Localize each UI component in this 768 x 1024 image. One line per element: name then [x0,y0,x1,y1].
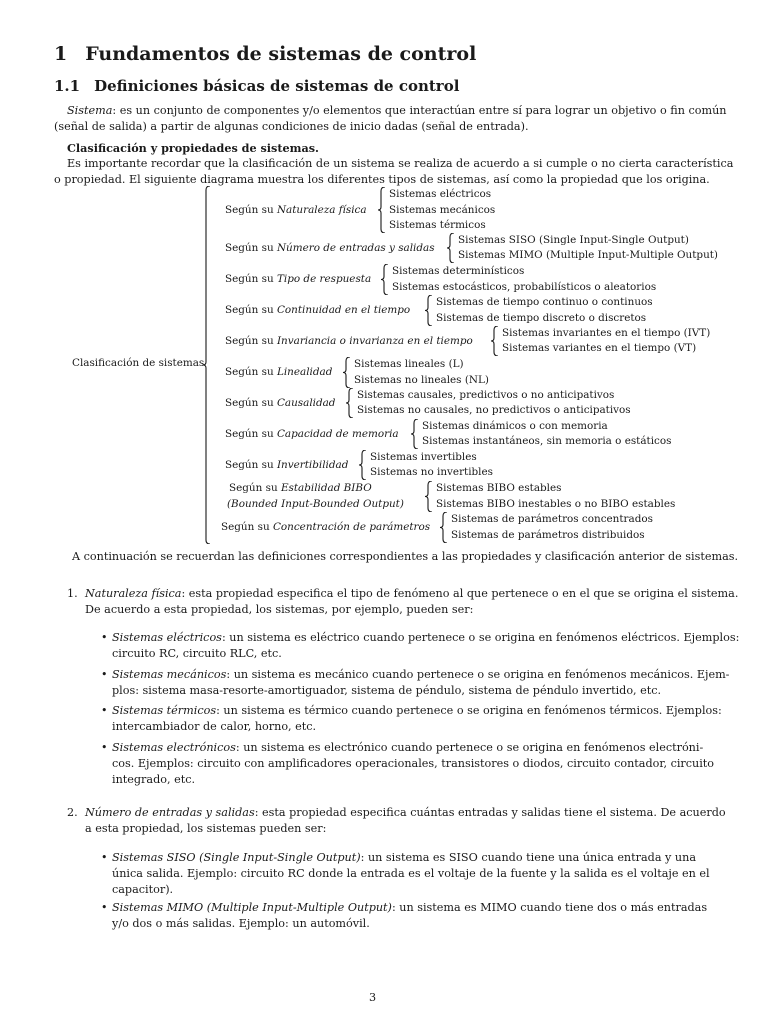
system-type: Sistemas térmicos [389,219,486,231]
system-type: Sistemas instantáneos, sin memoria o estáticos [422,435,672,447]
bullet-text: : un sistema es MIMO cuando tiene dos o más entradas [391,901,708,914]
bullet-line [112,882,173,898]
list-item-line [85,805,726,821]
page-number: 3 [369,991,377,1004]
section-number: 1 [54,43,68,65]
bullet-text: : un sistema es SISO cuando tiene una única entrada y una [360,851,696,864]
criterion-label [225,397,335,409]
criterion-name: Linealidad [276,366,333,378]
list-item-line [85,586,738,602]
group-brace [425,481,432,512]
criterion-prefix: Según su [225,428,274,440]
list-number: 1. [67,587,78,600]
system-type: Sistemas de tiempo continuo o continuos [436,296,653,308]
system-type: Sistemas invertibles [370,451,477,463]
bullet-text: integrado, etc. [112,773,196,786]
bullet-line [112,772,195,788]
criterion-prefix: Según su [225,366,274,378]
group-brace [440,512,447,543]
system-type: Sistemas de parámetros distribuidos [451,529,645,541]
criterion-name: Concentración de parámetros [272,521,431,533]
criterion-name-cont: (Bounded Input-Bounded Output) [227,498,404,510]
intro-text-1: : es un conjunto de componentes y/o elementos que interactúan entre sí para lograr un objetivo o fin común [112,104,727,117]
group-brace [359,450,366,480]
criterion-prefix: Según su [225,242,274,254]
main-brace [203,186,210,544]
intro-term: Sistema [67,104,113,117]
system-type: Sistemas BIBO estables [436,482,562,494]
system-type: Sistemas variantes en el tiempo (VT) [502,342,697,354]
bullet-icon: • [101,741,108,754]
criterion-label [225,304,410,316]
criterion-label [225,204,367,216]
system-type: Sistemas BIBO inestables o no BIBO estables [436,498,676,510]
criterion-prefix: Según su [225,204,274,216]
bullet-line [112,756,714,772]
criterion-label [229,482,372,494]
criterion-label [225,428,399,440]
criterion-name: Invariancia o invarianza en el tiempo [276,335,473,347]
bullet-text: y/o dos o más salidas. Ejemplo: un automóvil. [112,917,370,930]
system-type: Sistemas dinámicos o con memoria [422,420,608,432]
classification-heading: Clasificación y propiedades de sistemas. [67,141,319,155]
list-term: Naturaleza física [85,587,182,600]
system-type: Sistemas no causales, no predictivos o anticipativos [357,404,631,416]
criterion-name: Invertibilidad [276,459,349,471]
system-type: Sistemas de parámetros concentrados [451,513,653,525]
criterion-prefix: Según su [225,335,274,347]
bullet-line [112,866,710,882]
bullet-text: única salida. Ejemplo: circuito RC donde la entrada es el voltaje de la fuente y la salida es el voltaje en el [112,867,710,880]
bullet-term: Sistemas eléctricos [112,631,222,644]
bullet-term: Sistemas electrónicos [112,741,236,754]
list-number: 2. [67,806,78,819]
criterion-name: Causalidad [276,397,336,409]
bullet-line [112,630,739,646]
intro-line-2: (señal de salida) a partir de algunas condiciones de inicio dadas (señal de entrada). [54,120,529,133]
bullet-line [112,850,696,866]
criterion-label [221,521,430,533]
bullet-term: Sistemas MIMO (Multiple Input-Multiple Output) [112,901,392,914]
criterion-name: Estabilidad BIBO [280,482,372,494]
criterion-name: Continuidad en el tiempo [276,304,411,316]
group-brace [378,187,385,233]
system-type: Sistemas no lineales (NL) [354,374,489,386]
bullet-text: intercambiador de calor, horno, etc. [112,720,317,733]
system-type: Sistemas lineales (L) [354,358,464,370]
bullet-term: Sistemas térmicos [112,704,217,717]
criterion-name: Naturaleza física [276,204,367,216]
subsection-number: 1.1 [54,77,81,95]
bullet-line [112,900,707,916]
system-type: Sistemas determinísticos [392,265,525,277]
criterion-prefix: Según su [225,273,274,285]
system-type: Sistemas mecánicos [389,204,496,216]
criterion-name: Capacidad de memoria [276,428,399,440]
bullet-term: Sistemas SISO (Single Input-Single Output) [112,851,361,864]
system-type: Sistemas MIMO (Multiple Input-Multiple Output) [458,249,718,261]
criterion-label [225,242,435,254]
bullet-icon: • [101,631,108,644]
criterion-prefix: Según su [229,482,278,494]
list-text: : esta propiedad especifica cuántas entradas y salidas tiene el sistema. De acuerdo [254,806,726,819]
group-brace [381,264,388,295]
system-type: Sistemas no invertibles [370,466,493,478]
system-type: Sistemas causales, predictivos o no anticipativos [357,389,615,401]
criterion-label [225,335,473,347]
criterion-name: Tipo de respuesta [276,273,372,285]
criterion-label [225,459,348,471]
criterion-name: Número de entradas y salidas [276,242,435,254]
criterion-prefix: Según su [225,459,274,471]
list-term: Número de entradas y salidas [85,806,255,819]
criterion-prefix: Según su [225,304,274,316]
system-type: Sistemas SISO (Single Input-Single Output) [458,234,689,246]
criterion-prefix: Según su [221,521,270,533]
group-brace [411,419,418,449]
bullet-line [112,683,661,699]
bullet-text: : un sistema es mecánico cuando pertenece o se origina en fenómenos mecánicos. Ejem- [226,668,730,681]
bullet-icon: • [101,901,108,914]
group-brace [425,295,432,326]
subsection-title: Definiciones básicas de sistemas de control [94,77,460,95]
bullet-text: capacitor). [112,883,174,896]
bullet-icon: • [101,704,108,717]
criterion-label [225,366,332,378]
diagram-root-label: Clasificación de sistemas [72,357,205,369]
bullet-text: : un sistema es electrónico cuando pertenece o se origina en fenómenos electróni- [235,741,704,754]
bullet-line [112,740,703,756]
classification-line-2: o propiedad. El siguiente diagrama muestra los diferentes tipos de sistemas, así como la propiedad que los origina. [54,173,710,186]
bullet-icon: • [101,851,108,864]
bullet-term: Sistemas mecánicos [112,668,227,681]
bullet-text: cos. Ejemplos: circuito con amplificadores operacionales, transistores o diodos, circuito contador, circuito [112,757,715,770]
group-brace [343,357,350,388]
intro-line-1 [67,103,727,119]
system-type: Sistemas estocásticos, probabilísticos o aleatorios [392,281,657,293]
bullet-icon: • [101,668,108,681]
criterion-prefix: Según su [225,397,274,409]
bullet-line [112,916,370,932]
section-heading [54,43,476,65]
bullet-text: : un sistema es eléctrico cuando pertenece o se origina en fenómenos eléctricos. Ejemplos: [221,631,740,644]
criterion-label [225,273,371,285]
list-item-line: a esta propiedad, los sistemas pueden ser: [85,822,327,835]
bullet-line [112,719,316,735]
bullet-line [112,667,729,683]
bullet-text: circuito RC, circuito RLC, etc. [112,647,282,660]
after-diagram-text: A continuación se recuerdan las definiciones correspondientes a las propiedades y clasificación anterior de sistemas. [72,550,739,563]
subsection-heading [54,77,459,95]
system-type: Sistemas eléctricos [389,188,492,200]
list-item-line: De acuerdo a esta propiedad, los sistemas, por ejemplo, pueden ser: [85,603,474,616]
bullet-line [112,646,282,662]
bullet-text: plos: sistema masa-resorte-amortiguador, sistema de péndulo, sistema de péndulo invertido, etc. [112,684,662,697]
section-title: Fundamentos de sistemas de control [85,43,477,65]
bullet-text: : un sistema es térmico cuando pertenece o se origina en fenómenos térmicos. Ejemplos: [216,704,722,717]
bullet-line [112,703,722,719]
system-type: Sistemas invariantes en el tiempo (IVT) [502,327,711,339]
group-brace [447,233,454,263]
list-text: : esta propiedad especifica el tipo de fenómeno al que pertenece o en el que se origina el sistema. [181,587,739,600]
system-type: Sistemas de tiempo discreto o discretos [436,312,647,324]
classification-line-1: Es importante recordar que la clasificación de un sistema se realiza de acuerdo a si cumple o no cierta característica [67,157,734,170]
group-brace [491,326,498,356]
group-brace [346,388,353,418]
